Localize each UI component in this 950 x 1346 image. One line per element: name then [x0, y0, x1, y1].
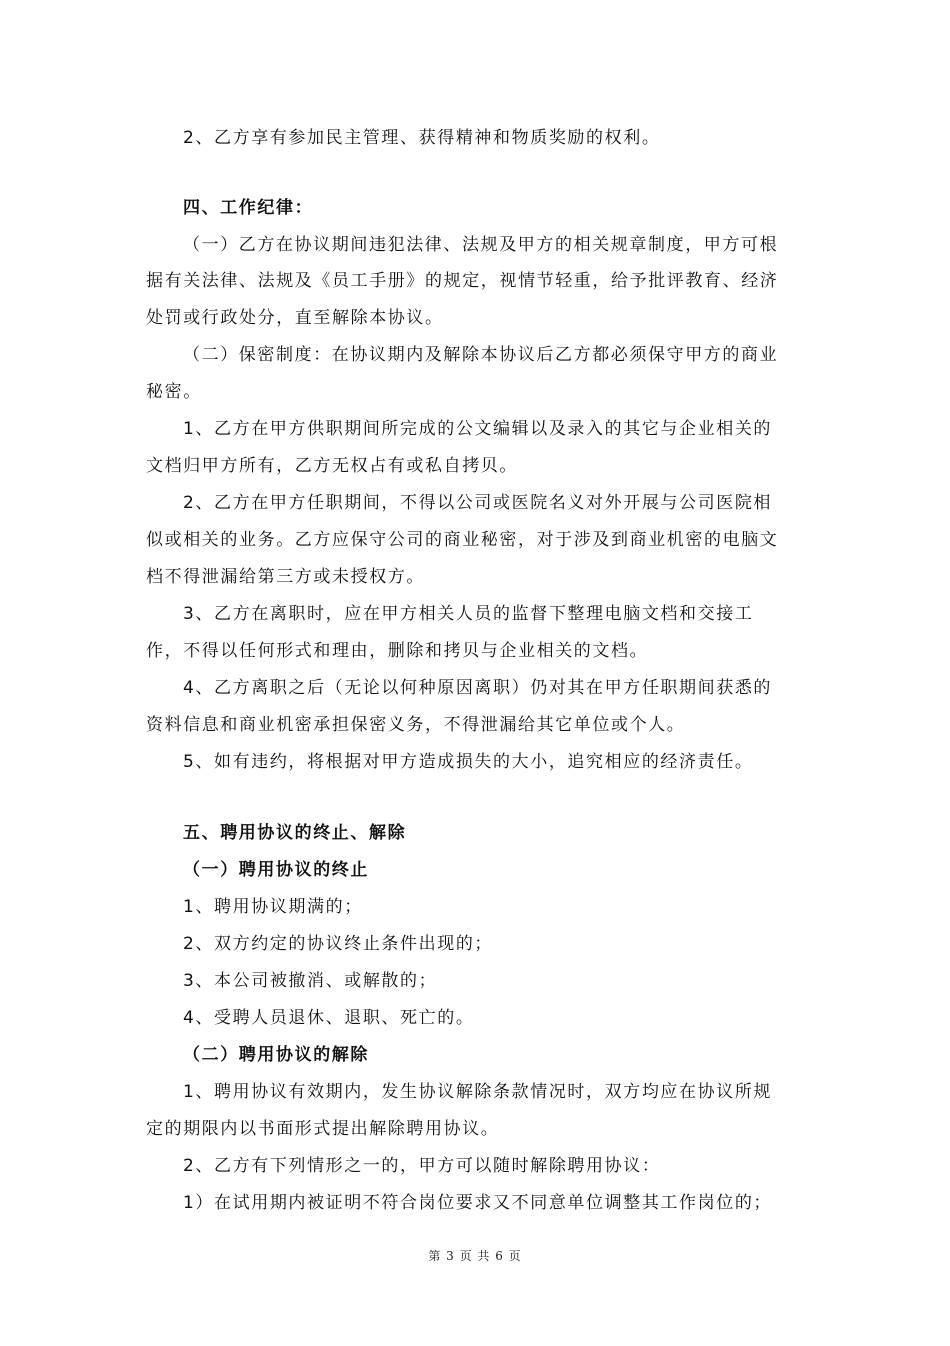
subsection-heading: （二）聘用协议的解除: [183, 1045, 369, 1065]
paragraph-line: 1、乙方在甲方供职期间所完成的公文编辑以及录入的其它与企业相关的: [183, 419, 773, 439]
paragraph-line: 2、乙方享有参加民主管理、获得精神和物质奖励的权利。: [183, 128, 661, 148]
subsection-heading: （一）聘用协议的终止: [183, 860, 369, 880]
paragraph-line: 处罚或行政处分，直至解除本协议。: [146, 308, 444, 328]
list-item: 3、本公司被撤消、或解散的；: [183, 971, 438, 991]
list-item: 4、受聘人员退休、退职、死亡的。: [183, 1008, 475, 1028]
paragraph-line: 资料信息和商业机密承担保密义务，不得泄漏给其它单位或个人。: [146, 715, 686, 735]
paragraph-line: 据有关法律、法规及《员工手册》的规定，视情节轻重，给予批评教育、经济: [146, 271, 779, 291]
paragraph-line: 2、乙方在甲方任职期间，不得以公司或医院名义对外开展与公司医院相: [183, 493, 773, 513]
paragraph-line: 4、乙方离职之后（无论以何种原因离职）仍对其在甲方任职期间获悉的: [183, 678, 773, 698]
section-heading: 五、聘用协议的终止、解除: [183, 823, 407, 843]
list-item: 1、聘用协议期满的；: [183, 897, 363, 917]
paragraph-line: 作，不得以任何形式和理由，删除和拷贝与企业相关的文档。: [146, 641, 649, 661]
paragraph-line: 定的期限内以书面形式提出解除聘用协议。: [146, 1119, 500, 1139]
paragraph-line: （一）乙方在协议期间违犯法律、法规及甲方的相关规章制度，甲方可根: [183, 235, 779, 255]
paragraph-line: 3、乙方在离职时，应在甲方相关人员的监督下整理电脑文档和交接工: [183, 604, 754, 624]
list-item: 2、双方约定的协议终止条件出现的；: [183, 934, 494, 954]
paragraph-line: 档不得泄漏给第三方或未授权方。: [146, 567, 425, 587]
paragraph-line: 5、如有违约，将根据对甲方造成损失的大小，追究相应的经济责任。: [183, 752, 754, 772]
paragraph-line: 文档归甲方所有，乙方无权占有或私自拷贝。: [146, 456, 518, 476]
paragraph-line: 1、聘用协议有效期内，发生协议解除条款情况时，双方均应在协议所规: [183, 1082, 773, 1102]
paragraph-line: （二）保密制度：在协议期内及解除本协议后乙方都必须保守甲方的商业: [183, 345, 779, 365]
page-footer: 第 3 页 共 6 页: [428, 1249, 522, 1263]
paragraph-line: 似或相关的业务。乙方应保守公司的商业秘密，对于涉及到商业机密的电脑文: [146, 530, 779, 550]
paragraph-line: 2、乙方有下列情形之一的，甲方可以随时解除聘用协议：: [183, 1156, 661, 1176]
paragraph-line: 秘密。: [146, 382, 202, 402]
section-heading: 四、工作纪律：: [183, 198, 314, 218]
list-item: 1）在试用期内被证明不符合岗位要求又不同意单位调整其工作岗位的；: [183, 1193, 773, 1213]
